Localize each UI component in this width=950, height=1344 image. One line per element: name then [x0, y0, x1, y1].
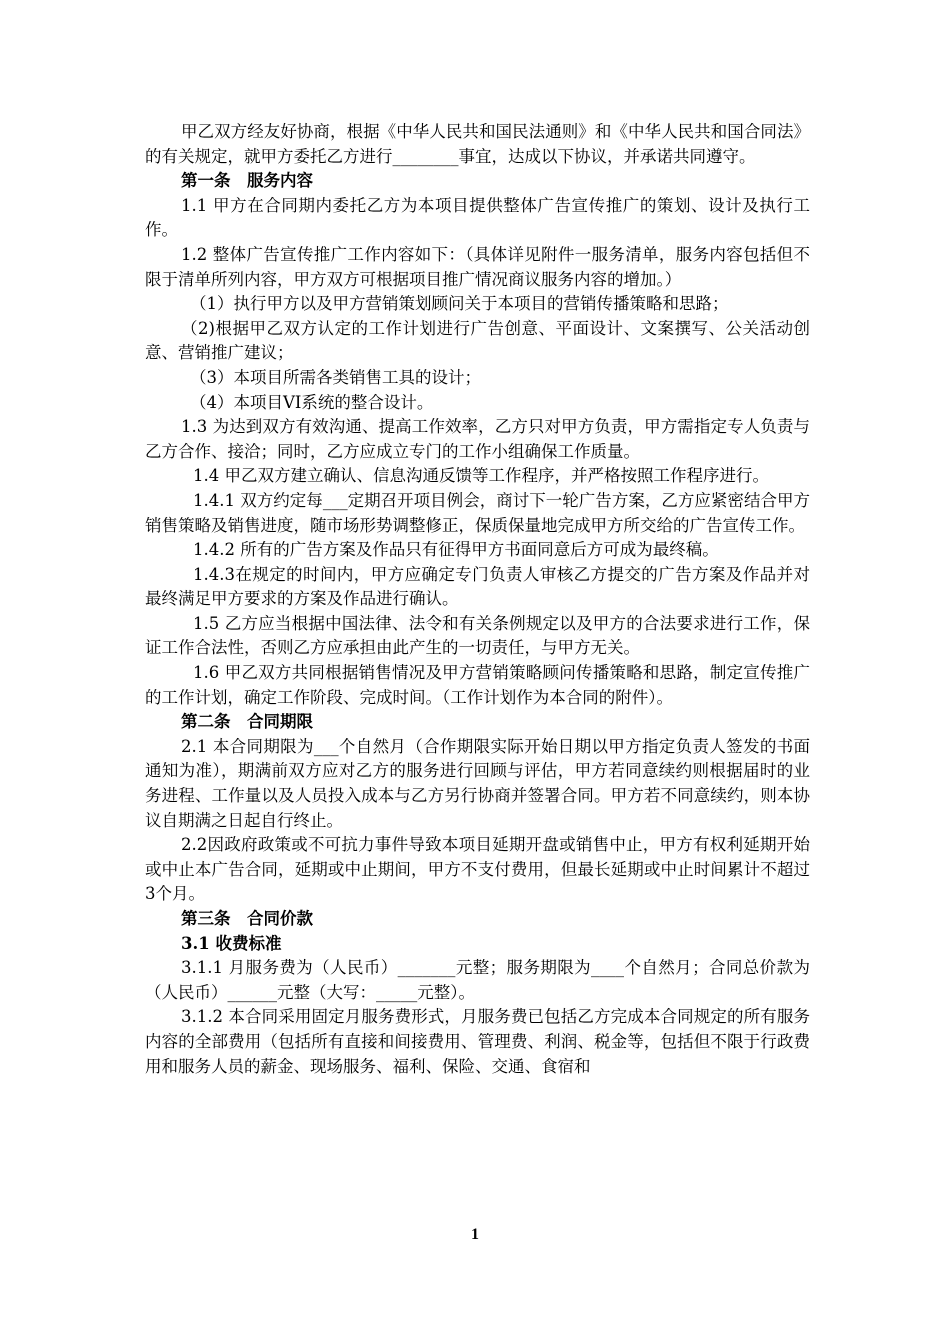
article-3-heading: 第三条 合同价款	[181, 909, 313, 928]
clause-1-3: 1.3 为达到双方有效沟通、提高工作效率，乙方只对甲方负责，甲方需指定专人负责与乙方合作、接洽；同时，乙方应成立专门的工作小组确保工作质量。	[145, 417, 810, 461]
clause-1-2-item-1: （1）执行甲方以及甲方营销策划顾问关于本项目的营销传播策略和思路；	[190, 294, 729, 314]
clause-1-4-1: 1.4.1 双方约定每___定期召开项目例会，商讨下一轮广告方案，乙方应紧密结合甲方销售策略及销售进度，随市场形势调整修正，保质保量地完成甲方所交给的广告宣传工作。	[145, 490, 810, 535]
clause-1-2: 1.2 整体广告宣传推广工作内容如下：（具体详见附件一服务清单，服务内容包括但不限于清单所列内容，甲方双方可根据项目推广情况商议服务内容的增加。）	[145, 244, 810, 289]
intro-paragraph: 甲乙双方经友好协商，根据《中华人民共和国民法通则》和《中华人民共和国合同法》的有关规定，就甲方委托乙方进行________事宜，达成以下协议，并承诺共同遵守。	[145, 122, 810, 166]
clause-1-6: 1.6 甲乙双方共同根据销售情况及甲方营销策略顾问传播策略和思路，制定宣传推广的工作计划，确定工作阶段、完成时间。（工作计划作为本合同的附件）。	[145, 663, 810, 707]
clause-1-4: 1.4 甲乙双方建立确认、信息沟通反馈等工作程序，并严格按照工作程序进行。	[193, 466, 769, 486]
clause-3-1-2: 3.1.2 本合同采用固定月服务费形式，月服务费已包括乙方完成本合同规定的所有服务内容的全部费用（包括所有直接和间接费用、管理费、利润、税金等，包括但不限于行政费用和服务人员的薪金、现场服务、福利、保险、交通、食宿和	[145, 1007, 810, 1076]
page-number: 1	[471, 1226, 479, 1243]
clause-1-4-3: 1.4.3在规定的时间内，甲方应确定专门负责人审核乙方提交的广告方案及作品并对最终满足甲方要求的方案及作品进行确认。	[145, 564, 810, 609]
clause-1-4-2: 1.4.2 所有的广告方案及作品只有征得甲方书面同意后方可成为最终稿。	[193, 540, 719, 560]
clause-1-2-item-4: （4）本项目VI系统的整合设计。	[190, 392, 434, 412]
clause-3-1-heading: 3.1 收费标准	[181, 933, 282, 953]
clause-2-2: 2.2因政府政策或不可抗力事件导致本项目延期开盘或销售中止，甲方有权利延期开始或中止本广告合同，延期或中止期间，甲方不支付费用，但最长延期或中止时间累计不超过3个月。	[145, 835, 810, 904]
document-body	[145, 120, 810, 1079]
clause-2-1: 2.1 本合同期限为___个自然月（合作期限实际开始日期以甲方指定负责人签发的书面通知为准），期满前双方应对乙方的服务进行回顾与评估，甲方若同意续约则根据届时的业务进程、工作量以及人员投入成本与乙方另行协商并签署合同。甲方若不同意续约，则本协议自期满之日起自行终止。	[145, 736, 810, 830]
clause-1-5: 1.5 乙方应当根据中国法律、法令和有关条例规定以及甲方的合法要求进行工作，保证工作合法性，否则乙方应承担由此产生的一切责任，与甲方无关。	[145, 613, 810, 658]
clause-1-1: 1.1 甲方在合同期内委托乙方为本项目提供整体广告宣传推广的策划、设计及执行工作。	[145, 195, 810, 240]
article-2-heading: 第二条 合同期限	[181, 712, 313, 732]
clause-1-2-item-3: （3）本项目所需各类销售工具的设计；	[190, 367, 481, 387]
clause-3-1-1: 3.1.1 月服务费为（人民币）_______元整；服务期限为____个自然月；合同总价款为（人民币）______元整（大写：_____元整）。	[145, 958, 810, 1002]
clause-1-2-item-2: （2)根据甲乙双方认定的工作计划进行广告创意、平面设计、文案撰写、公关活动创意、营销推广建议；	[145, 318, 810, 363]
article-1-heading: 第一条 服务内容	[181, 171, 313, 191]
